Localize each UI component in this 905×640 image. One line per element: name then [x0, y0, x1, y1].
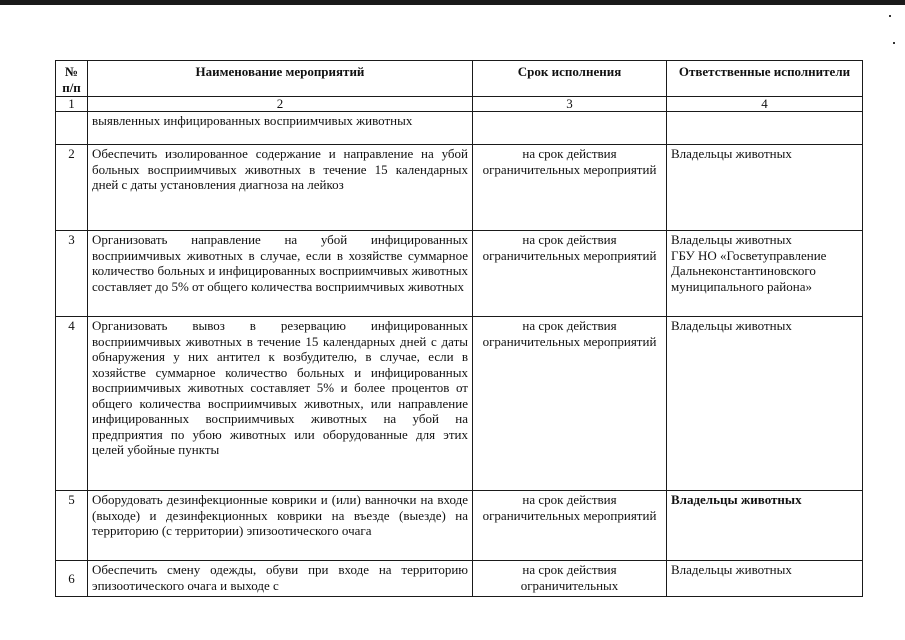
- row-task: Оборудовать дезинфекционные коврики и (или) ванночки на входе (выходе) и дезинфекционных коврики на въезде (выезде) на территорию (с территории) эпизоотического очага: [88, 491, 473, 561]
- responsible-party: Владельцы животных: [671, 318, 792, 333]
- row-responsible: [667, 561, 863, 597]
- header-term: Срок исполнения: [473, 61, 667, 97]
- row-number: [56, 112, 88, 145]
- row-task: Организовать направление на убой инфицированных восприимчивых животных в случае, если в хозяйстве суммарное количество больных и инфицированных восприимчивых животных составляет до 5% от общего количества восприимчивых животных: [88, 231, 473, 317]
- row-term: на срок действия ограничительных мероприятий: [473, 231, 667, 317]
- measures-table: [55, 60, 863, 597]
- header-row: [56, 61, 863, 97]
- table-row: [56, 145, 863, 231]
- table-row: [56, 491, 863, 561]
- table-row: [56, 112, 863, 145]
- row-task: выявленных инфицированных восприимчивых животных: [88, 112, 473, 145]
- column-index-row: [56, 97, 863, 112]
- table-row: [56, 317, 863, 491]
- row-term: на срок действия ограничительных мероприятий: [473, 145, 667, 231]
- responsible-party: Владельцы животных: [671, 492, 802, 507]
- row-number: 2: [56, 145, 88, 231]
- header-task: Наименование мероприятий: [88, 61, 473, 97]
- row-responsible: [667, 145, 863, 231]
- responsible-party: Владельцы животных: [671, 146, 792, 161]
- row-number: 6: [56, 561, 88, 597]
- row-task: Обеспечить изолированное содержание и направление на убой больных восприимчивых животных в течение 15 календарных дней с даты установления диагноза на лейкоз: [88, 145, 473, 231]
- row-responsible: [667, 231, 863, 317]
- responsible-party: Владельцы животных: [671, 562, 792, 577]
- row-term: на срок действия ограничительных: [473, 561, 667, 597]
- header-num: № п/п: [56, 61, 88, 97]
- column-index: 2: [88, 97, 473, 112]
- column-index: 4: [667, 97, 863, 112]
- column-index: 1: [56, 97, 88, 112]
- row-task: Организовать вывоз в резервацию инфицированных восприимчивых животных в течение 15 календарных дней с даты обнаружения у них антител к возбудителю, в случае, если в хозяйстве суммарное количество больных и инфицированных восприимчивых животных составляет 5% и более процентов от общего количества восприимчивых животных, или направление инфицированных восприимчивых животных на убой на предприятия по убою животных или оборудованные для этих целей убойные пункты: [88, 317, 473, 491]
- table-row: [56, 231, 863, 317]
- header-responsible: Ответственные исполнители: [667, 61, 863, 97]
- scan-speck: [889, 15, 891, 17]
- row-number: 4: [56, 317, 88, 491]
- column-index: 3: [473, 97, 667, 112]
- row-responsible: [667, 491, 863, 561]
- scan-top-border: [0, 0, 905, 5]
- row-task: Обеспечить смену одежды, обуви при входе на территорию эпизоотического очага и выходе с: [88, 561, 473, 597]
- scan-speck: [893, 42, 895, 44]
- row-term: на срок действия ограничительных мероприятий: [473, 317, 667, 491]
- row-responsible: [667, 112, 863, 145]
- row-number: 3: [56, 231, 88, 317]
- row-responsible: [667, 317, 863, 491]
- row-term: [473, 112, 667, 145]
- responsible-party: ГБУ НО «Госветуправление Дальнеконстантиновского муниципального района»: [671, 247, 827, 294]
- row-term: на срок действия ограничительных мероприятий: [473, 491, 667, 561]
- responsible-party: Владельцы животных: [671, 232, 792, 247]
- table-row: [56, 561, 863, 597]
- row-number: 5: [56, 491, 88, 561]
